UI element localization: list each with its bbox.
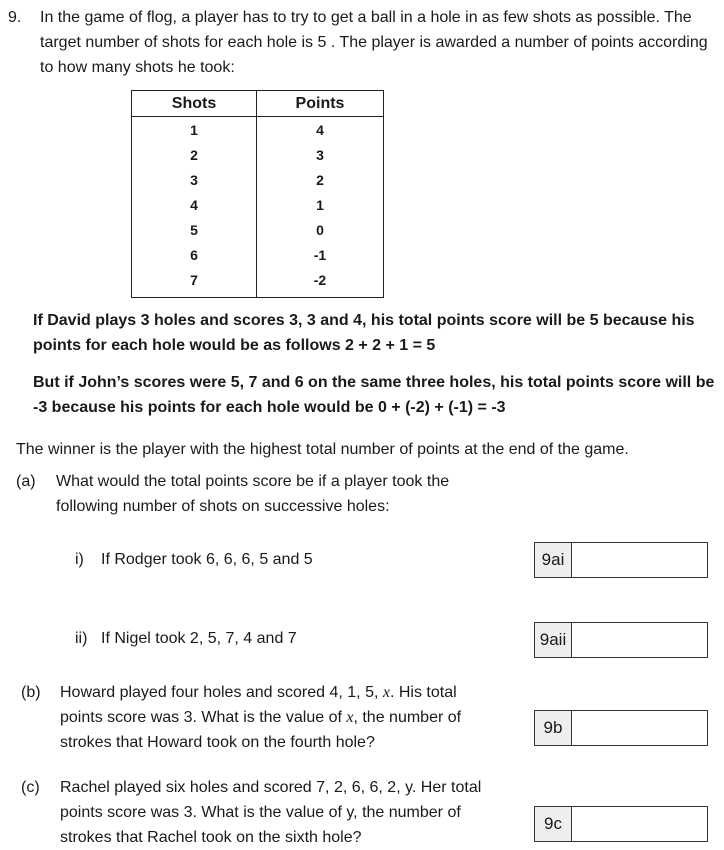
part-c-line-2: points score was 3. What is the value of y, the number of: [60, 804, 461, 821]
table-cell-points: -1: [313, 247, 327, 263]
table-header-shots: Shots: [171, 95, 217, 112]
table-cell-points: 3: [316, 147, 324, 163]
part-a-ii-text: If Nigel took 2, 5, 7, 4 and 7: [101, 630, 297, 647]
answer-field[interactable]: [572, 623, 707, 657]
part-a-ii-label: ii): [75, 630, 88, 647]
part-a-i-label: i): [75, 551, 84, 568]
variable-x: x: [346, 709, 354, 726]
table-cell-points: -2: [313, 272, 327, 288]
example-david-line-1: If David plays 3 holes and scores 3, 3 and 4, his total points score will be 5 because his: [33, 312, 695, 329]
variable-x: x: [382, 684, 390, 701]
answer-box-label: 9c: [535, 807, 572, 841]
part-a-i-text: If Rodger took 6, 6, 6, 5 and 5: [101, 551, 313, 568]
part-b-line-3: strokes that Howard took on the fourth hole?: [60, 734, 375, 751]
part-c-line-1: Rachel played six holes and scored 7, 2, 6, 6, 2, y. Her total: [60, 779, 482, 796]
part-b-line-1-end: . His total: [389, 684, 457, 701]
part-b-label: (b): [21, 684, 41, 701]
answer-box-9ai[interactable]: [534, 542, 708, 578]
table-cell-shots: 6: [190, 247, 198, 263]
answer-field[interactable]: [572, 711, 707, 745]
question-number: 9.: [8, 9, 22, 26]
intro-line-1: In the game of flog, a player has to try to get a ball in a hole in as few shots as possible. The: [40, 9, 692, 26]
table-cell-points: 1: [316, 197, 324, 213]
part-b-line-1: [60, 683, 457, 703]
answer-field[interactable]: [572, 543, 707, 577]
answer-box-label: 9aii: [535, 623, 572, 657]
part-b-line-2-end: , the number of: [353, 709, 462, 726]
table-cell-points: 2: [316, 172, 324, 188]
part-a-line-1: What would the total points score be if a player took the: [56, 473, 450, 490]
part-b-line-2: [60, 708, 461, 728]
intro-line-2: target number of shots for each hole is 5 . The player is awarded a number of points according: [40, 34, 708, 51]
table-cell-shots: 3: [190, 172, 198, 188]
answer-box-9aii[interactable]: [534, 622, 708, 658]
part-a-line-2: following number of shots on successive holes:: [56, 498, 390, 515]
table-cell-shots: 7: [190, 272, 198, 288]
part-a-label: (a): [16, 473, 36, 490]
winner-text: The winner is the player with the highest total number of points at the end of the game.: [16, 441, 629, 458]
answer-field[interactable]: [572, 807, 707, 841]
table-cell-shots: 2: [190, 147, 198, 163]
part-c-line-3: strokes that Rachel took on the sixth hole?: [60, 829, 362, 846]
table-cell-shots: 4: [190, 197, 198, 213]
table-cell-points: 4: [316, 122, 324, 138]
table-cell-shots: 1: [190, 122, 198, 138]
answer-box-9c[interactable]: [534, 806, 708, 842]
table-cell-points: 0: [316, 222, 324, 238]
answer-box-label: 9ai: [535, 543, 572, 577]
answer-box-label: 9b: [535, 711, 572, 745]
answer-box-9b[interactable]: [534, 710, 708, 746]
part-c-label: (c): [21, 779, 40, 796]
points-table: [131, 90, 384, 298]
table-header-points: Points: [295, 95, 345, 112]
example-john-line-1: But if John’s scores were 5, 7 and 6 on the same three holes, his total points score will be: [33, 374, 715, 391]
intro-line-3: to how many shots he took:: [40, 59, 235, 76]
example-david-line-2: points for each hole would be as follows 2 + 2 + 1 = 5: [33, 337, 436, 354]
example-john-line-2: -3 because his points for each hole would be 0 + (-2) + (-1) = -3: [33, 399, 506, 416]
part-b-line-2-text: points score was 3. What is the value of: [60, 709, 347, 726]
part-b-line-1-text: Howard played four holes and scored 4, 1, 5,: [60, 684, 383, 701]
table-cell-shots: 5: [190, 222, 198, 238]
table-header-divider: [132, 116, 383, 117]
